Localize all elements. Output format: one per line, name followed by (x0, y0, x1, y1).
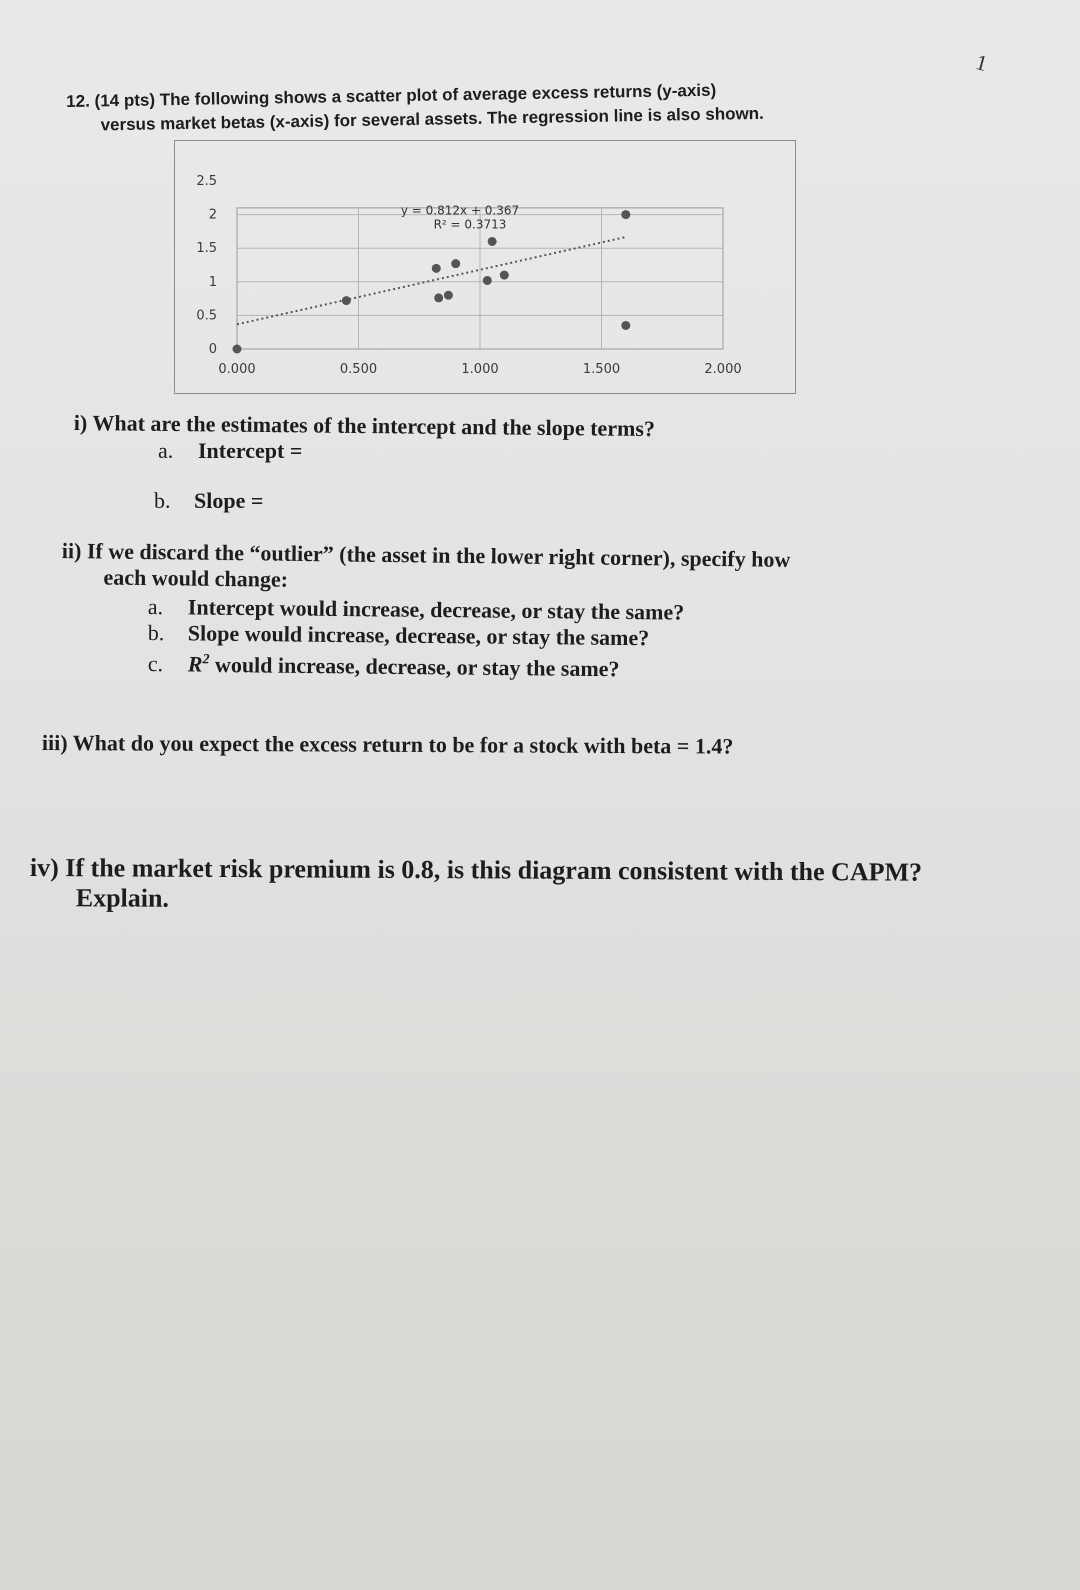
part-iii-text: What do you expect the excess return to be for a stock with beta = 1.4? (72, 730, 734, 759)
regression-trendline (237, 237, 626, 324)
part-ii-label: ii) (61, 538, 82, 564)
part-ii-line1: If we discard the “outlier” (the asset in the lower right corner), specify how (86, 538, 791, 572)
part-i-a (158, 438, 302, 464)
data-point (483, 276, 492, 285)
x-tick-label: 0.000 (218, 362, 256, 377)
x-tick-label: 1.500 (582, 362, 621, 377)
data-point (444, 291, 453, 300)
y-tick-label: 2 (208, 207, 217, 223)
part-iii-label: iii) (41, 730, 68, 756)
part-ii-c-mark: c. (147, 651, 164, 677)
question-points: (14 pts) (94, 90, 156, 111)
question-intro-line2: versus market betas (x-axis) for several assets. The regression line is also shown. (100, 103, 764, 135)
x-tick-label: 0.500 (339, 362, 378, 377)
scatter-chart (174, 140, 796, 394)
data-point (500, 271, 509, 280)
r-squared-symbol: $R^2$ (187, 651, 210, 677)
y-tick-label: 1.5 (196, 241, 217, 257)
part-iii (42, 730, 734, 760)
part-iv-label: iv) (29, 853, 59, 883)
part-iv (30, 853, 922, 918)
part-i-text: What are the estimates of the intercept and the slope terms? (92, 410, 656, 442)
part-ii-c (148, 647, 620, 682)
data-point (621, 210, 630, 219)
part-iv-line2: Explain. (75, 883, 170, 913)
data-point (432, 264, 441, 273)
part-ii-b-text: Slope would increase, decrease, or stay the same? (187, 620, 650, 651)
part-i-a-mark: a. (158, 438, 174, 463)
y-tick-label: 0 (208, 342, 217, 357)
part-ii (61, 538, 790, 599)
part-ii-b-mark: b. (147, 620, 165, 646)
regression-equation: y = 0.812x + 0.367 (400, 203, 520, 218)
data-point (488, 237, 497, 246)
question-number: 12. (66, 91, 91, 111)
question-header (66, 75, 927, 138)
part-ii-a-mark: a. (147, 594, 164, 620)
part-ii-line2: each would change: (103, 564, 289, 592)
part-i-a-text: Intercept = (198, 438, 303, 463)
y-tick-label: 2.5 (196, 174, 217, 189)
x-tick-label: 2.000 (704, 362, 742, 377)
part-i-b-text: Slope = (194, 488, 264, 513)
scatter-chart-svg (175, 141, 795, 393)
part-i-b (154, 488, 263, 514)
data-point (342, 296, 351, 305)
y-tick-label: 1 (208, 274, 217, 290)
data-point (434, 293, 443, 302)
data-point (233, 345, 242, 354)
y-tick-label: 0.5 (196, 308, 217, 324)
part-ii-c-text: would increase, decrease, or stay the same? (214, 652, 620, 682)
part-i-b-mark: b. (154, 488, 171, 513)
part-iv-line1: If the market risk premium is 0.8, is this diagram consistent with the CAPM? (65, 853, 923, 887)
data-point (451, 259, 460, 268)
data-point (621, 321, 630, 330)
x-tick-label: 1.000 (461, 362, 499, 377)
corner-mark: 1 (973, 49, 991, 77)
part-ii-b (148, 620, 650, 651)
r-squared-label: R² = 0.3713 (433, 217, 507, 232)
part-i-label: i) (73, 410, 88, 436)
part-ii-a-text: Intercept would increase, decrease, or stay the same? (187, 594, 685, 625)
question-intro-line1: The following shows a scatter plot of average excess returns (y-axis) (159, 80, 717, 110)
